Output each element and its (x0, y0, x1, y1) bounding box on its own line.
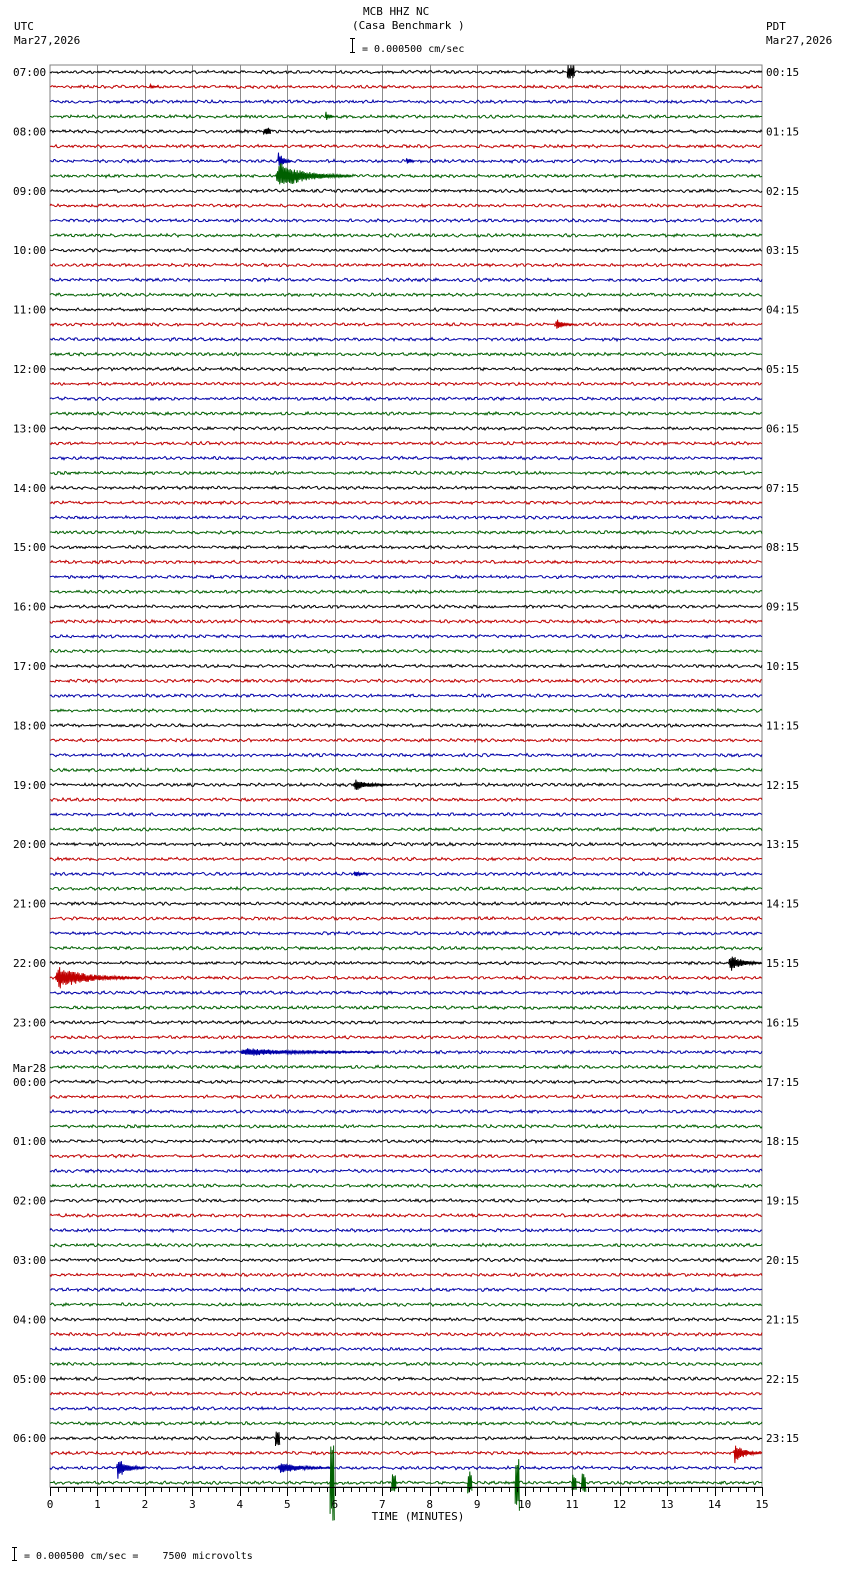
x-tick-label: 4 (236, 1498, 244, 1511)
site-title: (Casa Benchmark ) (352, 19, 465, 32)
trace-line (50, 1051, 762, 1054)
trace-line (50, 635, 762, 638)
trace-line (50, 456, 762, 459)
trace-line (50, 249, 762, 252)
trace-line (50, 917, 762, 920)
seismic-event (278, 1464, 335, 1473)
footer-scale-bar-icon (14, 1547, 15, 1560)
trace-line (50, 1288, 762, 1291)
seismic-traces (50, 70, 762, 1484)
trace-line (50, 1258, 762, 1261)
trace-line (50, 872, 762, 875)
utc-hour-label: 23:00 (13, 1016, 47, 1030)
seismic-event (276, 1432, 280, 1446)
trace-line (50, 1229, 762, 1232)
trace-line (50, 219, 762, 222)
seismic-event (729, 957, 762, 971)
trace-line (50, 1422, 762, 1425)
seismic-event (734, 1446, 762, 1463)
trace-line (50, 1021, 762, 1024)
trace-line (50, 1244, 762, 1247)
pdt-hour-labels (766, 66, 799, 1445)
x-tick-label: 13 (660, 1498, 674, 1511)
trace-line (50, 1184, 762, 1187)
trace-line (50, 1199, 762, 1202)
trace-line (50, 947, 762, 950)
trace-line (50, 620, 762, 623)
trace-line (50, 843, 762, 846)
trace-line (50, 857, 762, 860)
seismic-event (354, 780, 392, 790)
trace-line (50, 115, 762, 118)
date-change-label: Mar28 (13, 1061, 47, 1075)
utc-hour-label: 04:00 (13, 1313, 47, 1327)
trace-line (50, 709, 762, 712)
utc-hour-label: 07:00 (13, 66, 47, 79)
utc-hour-label: 17:00 (13, 660, 47, 673)
trace-line (50, 1481, 762, 1484)
pdt-hour-label: 03:15 (766, 244, 800, 258)
seismic-event (325, 112, 334, 120)
x-tick-label: 12 (612, 1498, 627, 1511)
utc-hour-label: 21:00 (13, 897, 47, 911)
seismic-event (582, 1474, 586, 1492)
trace-line (50, 739, 762, 742)
seismic-event (276, 163, 352, 184)
pdt-hour-label: 04:15 (766, 303, 800, 317)
footer-scale-text: = 0.000500 cm/sec = 7500 microvolts (24, 1551, 253, 1562)
utc-hour-label: 16:00 (13, 600, 47, 614)
trace-line (50, 887, 762, 890)
trace-line (50, 724, 762, 727)
utc-hour-label: 08:00 (13, 125, 47, 139)
station-title: MCB HHZ NC (363, 5, 430, 18)
pdt-hour-label: 20:15 (766, 1254, 800, 1267)
utc-hour-label: 01:00 (13, 1135, 47, 1149)
trace-line (50, 174, 762, 177)
trace-line (50, 338, 762, 341)
utc-hour-label: 19:00 (13, 778, 47, 792)
utc-hour-label: 20:00 (13, 838, 47, 852)
pdt-hour-label: 06:15 (766, 422, 800, 436)
trace-line (50, 427, 762, 430)
trace-line (50, 546, 762, 549)
pdt-hour-label: 19:15 (766, 1194, 800, 1208)
pdt-date: Mar27,2026 (766, 34, 833, 47)
pdt-hour-label: 14:15 (766, 897, 800, 911)
pdt-hour-label: 16:15 (766, 1016, 800, 1030)
trace-line (50, 1125, 762, 1128)
pdt-hour-label: 17:15 (766, 1075, 800, 1089)
pdt-hour-label: 09:15 (766, 600, 800, 614)
trace-line (50, 1318, 762, 1321)
utc-hour-label: 06:00 (13, 1432, 47, 1446)
trace-line (50, 902, 762, 905)
trace-line (50, 308, 762, 311)
trace-line (50, 486, 762, 489)
trace-line (50, 263, 762, 266)
trace-line (50, 204, 762, 207)
seismic-event (556, 320, 575, 329)
trace-line (50, 991, 762, 994)
utc-hour-label: 11:00 (13, 303, 47, 317)
utc-hour-label: 13:00 (13, 422, 47, 436)
pdt-hour-label: 12:15 (766, 778, 800, 792)
trace-line (50, 1140, 762, 1143)
trace-line (50, 442, 762, 445)
trace-line (50, 1006, 762, 1009)
x-tick-label: 5 (284, 1498, 291, 1511)
footer-scale-cap-bottom (12, 1560, 17, 1561)
x-tick-label: 2 (141, 1498, 149, 1511)
pdt-hour-label: 07:15 (766, 481, 800, 495)
trace-line (50, 664, 762, 667)
trace-line (50, 932, 762, 935)
trace-line (50, 1214, 762, 1217)
trace-line (50, 471, 762, 474)
trace-line (50, 1362, 762, 1365)
trace-line (50, 1095, 762, 1098)
trace-line (50, 145, 762, 148)
trace-line (50, 412, 762, 415)
seismic-event (264, 128, 271, 135)
utc-date: Mar27,2026 (14, 34, 81, 47)
x-tick-label: 11 (565, 1498, 579, 1511)
trace-line (50, 1347, 762, 1350)
trace-line (50, 1377, 762, 1380)
trace-line (50, 828, 762, 831)
x-tick-label: 7 (378, 1498, 386, 1511)
seismic-event (567, 65, 574, 78)
trace-line (50, 367, 762, 370)
utc-hour-label: 22:00 (13, 957, 47, 970)
trace-line (50, 531, 762, 534)
utc-hour-label: 02:00 (13, 1194, 47, 1208)
trace-line (50, 100, 762, 103)
trace-line (50, 575, 762, 578)
trace-line (50, 1065, 762, 1068)
utc-label: UTC (14, 20, 34, 33)
utc-hour-label: 15:00 (13, 541, 47, 555)
trace-line (50, 1451, 762, 1454)
pdt-hour-label: 23:15 (766, 1432, 800, 1446)
trace-line (50, 353, 762, 356)
pdt-hour-label: 22:15 (766, 1372, 800, 1386)
trace-line (50, 382, 762, 385)
trace-line (50, 501, 762, 504)
x-tick-label: 10 (518, 1498, 532, 1511)
x-tick-label: 0 (46, 1498, 54, 1511)
pdt-hour-label: 10:15 (766, 660, 800, 673)
pdt-hour-label: 18:15 (766, 1135, 800, 1149)
trace-line (50, 278, 762, 281)
x-tick-label: 15 (755, 1498, 769, 1511)
pdt-hour-label: 01:15 (766, 125, 800, 139)
trace-line (50, 1080, 762, 1083)
trace-line (50, 1466, 762, 1469)
utc-hour-label: 18:00 (13, 719, 47, 733)
x-tick-label: 1 (94, 1498, 101, 1511)
trace-line (50, 694, 762, 697)
trace-line (50, 679, 762, 682)
seismic-event (354, 872, 368, 876)
trace-line (50, 798, 762, 801)
trace-line (50, 293, 762, 296)
pdt-hour-label: 05:15 (766, 363, 800, 376)
x-tick-label: 14 (707, 1498, 722, 1511)
trace-line (50, 323, 762, 326)
trace-line (50, 560, 762, 563)
trace-line (50, 234, 762, 237)
trace-line (50, 783, 762, 786)
trace-line (50, 813, 762, 816)
trace-line (50, 397, 762, 400)
x-axis-title: TIME (MINUTES) (371, 1510, 465, 1523)
trace-line (50, 130, 762, 133)
pdt-hour-label: 13:15 (766, 838, 800, 852)
trace-line (50, 768, 762, 771)
trace-line (50, 1110, 762, 1113)
seismic-event (406, 158, 415, 163)
trace-line (50, 1333, 762, 1336)
pdt-hour-label: 00:15 (766, 66, 800, 79)
utc-hour-label: 14:00 (13, 481, 47, 495)
trace-line (50, 1392, 762, 1395)
trace-line (50, 1036, 762, 1039)
trace-line (50, 590, 762, 593)
seismic-event (392, 1474, 396, 1491)
trace-line (50, 1303, 762, 1306)
x-tick-label: 6 (331, 1498, 339, 1511)
x-tick-label: 3 (189, 1498, 196, 1511)
trace-line (50, 1154, 762, 1157)
trace-line (50, 961, 762, 964)
utc-hour-labels (13, 66, 46, 1445)
pdt-hour-label: 21:15 (766, 1313, 800, 1327)
x-tick-label: 9 (473, 1498, 481, 1511)
trace-line (50, 1437, 762, 1440)
seismic-events (55, 65, 762, 1520)
time-axis (47, 1487, 769, 1511)
pdt-hour-label: 11:15 (766, 719, 800, 733)
pdt-label: PDT (766, 20, 786, 33)
trace-line (50, 70, 762, 73)
seismic-event (117, 1461, 145, 1479)
pdt-hour-label: 02:15 (766, 184, 800, 198)
utc-hour-label: 00:00 (13, 1075, 47, 1089)
trace-line (50, 1407, 762, 1410)
utc-hour-label: 10:00 (13, 244, 47, 258)
footer-scale-cap-top (12, 1547, 17, 1548)
trace-line (50, 516, 762, 519)
utc-hour-label: 09:00 (13, 184, 47, 198)
scale-label: = 0.000500 cm/sec (362, 44, 465, 55)
utc-hour-label: 05:00 (13, 1372, 47, 1386)
seismic-event (240, 1048, 382, 1055)
x-tick-label: 8 (426, 1498, 434, 1511)
trace-line (50, 976, 762, 979)
trace-line (50, 753, 762, 756)
trace-line (50, 650, 762, 653)
trace-line (50, 189, 762, 192)
pdt-hour-label: 15:15 (766, 957, 800, 970)
utc-hour-label: 12:00 (13, 363, 47, 376)
trace-line (50, 1273, 762, 1276)
pdt-hour-label: 08:15 (766, 541, 800, 555)
trace-line (50, 1169, 762, 1172)
utc-hour-label: 03:00 (13, 1254, 47, 1267)
trace-line (50, 605, 762, 608)
